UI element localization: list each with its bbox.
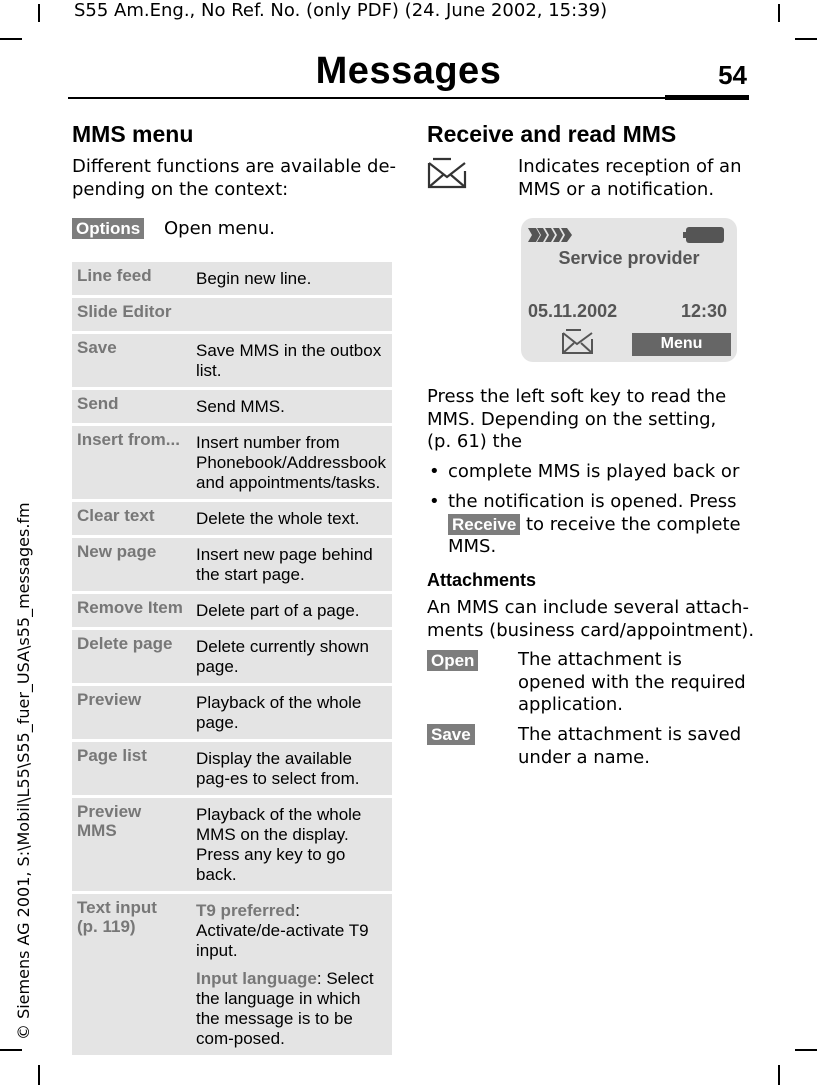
menu-label: New page <box>72 538 191 591</box>
header-rule <box>68 97 665 99</box>
input-language-entry <box>196 969 386 1049</box>
bullet-line-text: to receive the complete <box>520 513 741 535</box>
lang-desc: : Select the language in which the message is to be com-posed. <box>196 969 374 1048</box>
label-line: (p. 119) <box>77 917 136 936</box>
menu-desc: Save MMS in the outbox list. <box>191 334 392 387</box>
copyright-sidebar: © Siemens AG 2001, S:\Mobil\L55\S55_fuer_USA\s55_messages.fm <box>14 502 33 1040</box>
t9-term: T9 preferred <box>196 901 296 920</box>
table-row <box>72 594 392 627</box>
menu-desc: Display the available pag-es to select from. <box>191 742 392 795</box>
display-time: 12:30 <box>680 301 727 321</box>
menu-desc: Delete currently shown page. <box>191 630 392 683</box>
phone-display <box>521 218 737 362</box>
attachments-line: An MMS can include several attach- <box>427 597 749 618</box>
open-line: application. <box>518 694 624 715</box>
options-text: Open menu. <box>164 218 275 239</box>
page-title: Messages <box>315 50 502 92</box>
intro-line: pending on the context: <box>72 178 289 200</box>
table-row <box>72 686 392 739</box>
lang-term: Input language <box>196 969 317 988</box>
bullet-text <box>448 491 741 559</box>
signal-strength-icon <box>528 226 574 244</box>
receive-heading: Receive and read MMS <box>427 121 677 147</box>
label-line: Text input <box>77 898 157 917</box>
para-line: (p. 61) the <box>427 431 523 452</box>
open-key: Open <box>427 650 478 671</box>
bullet-line: the notification is opened. Press <box>448 491 737 512</box>
menu-desc: Begin new line. <box>191 262 392 295</box>
crop-mark <box>0 1049 22 1051</box>
menu-label: Slide Editor <box>72 298 191 331</box>
attachments-text <box>427 597 754 642</box>
menu-desc: Playback of the whole MMS on the display. Press any key to go back. <box>191 798 392 891</box>
table-row <box>72 630 392 683</box>
mms-menu-table <box>72 259 392 1058</box>
menu-desc: Delete part of a page. <box>191 594 392 627</box>
crop-mark <box>778 4 780 22</box>
bullet-line: MMS. <box>448 536 497 557</box>
menu-desc: Insert new page behind the start page. <box>191 538 392 591</box>
menu-desc: Send MMS. <box>191 390 392 423</box>
table-row <box>72 538 392 591</box>
header-rule-thick <box>665 95 749 100</box>
menu-desc: Insert number from Phonebook/Addressbook and appointments/tasks. <box>191 426 392 499</box>
save-line: The attachment is saved <box>518 724 742 745</box>
menu-label: Clear text <box>72 502 191 535</box>
open-line: The attachment is <box>518 649 682 670</box>
mms-envelope-icon <box>427 157 469 191</box>
read-instructions <box>427 386 726 454</box>
bullet-dot: • <box>429 461 440 482</box>
t9-desc: : Activate/de-activate T9 input. <box>196 901 369 960</box>
mms-menu-heading: MMS menu <box>72 121 194 147</box>
crop-mark <box>795 1049 817 1051</box>
mms-envelope-icon <box>561 328 595 356</box>
running-head: S55 Am.Eng., No Ref. No. (only PDF) (24. June 2002, 15:39) <box>74 0 608 21</box>
save-line: under a name. <box>518 746 650 768</box>
crop-mark <box>38 1065 40 1085</box>
table-row <box>72 798 392 891</box>
provider-name: Service provider <box>558 248 700 268</box>
bullet-dot: • <box>429 491 440 512</box>
t9-preferred-entry <box>196 901 386 961</box>
table-row <box>72 390 392 423</box>
menu-desc <box>191 894 392 1055</box>
open-line: opened with the required <box>518 671 746 693</box>
menu-label: Preview MMS <box>72 798 191 891</box>
options-key: Options <box>72 218 144 239</box>
menu-label: Page list <box>72 742 191 795</box>
table-row <box>72 334 392 387</box>
attachments-line: ments (business card/appointment). <box>427 619 755 641</box>
crop-mark <box>38 4 40 22</box>
open-description <box>518 649 746 717</box>
crop-mark <box>0 38 22 40</box>
display-date: 05.11.2002 <box>528 301 618 321</box>
save-row <box>427 724 475 747</box>
table-row <box>72 894 392 1055</box>
menu-label: Delete page <box>72 630 191 683</box>
intro-line: Different functions are available de- <box>72 156 397 177</box>
crop-mark <box>795 38 817 40</box>
table-row <box>72 502 392 535</box>
menu-label: Send <box>72 390 191 423</box>
open-row <box>427 650 478 673</box>
save-key: Save <box>427 724 475 745</box>
bullet-text: complete MMS is played back or <box>448 461 740 482</box>
menu-label: Remove Item <box>72 594 191 627</box>
para-line: Press the left soft key to read the <box>427 386 727 407</box>
icon-desc-line: MMS or a notification. <box>518 178 715 200</box>
menu-label: Save <box>72 334 191 387</box>
intro-text <box>72 156 396 201</box>
options-row <box>72 218 275 241</box>
para-line: MMS. Depending on the setting, <box>427 408 717 430</box>
page-number: 54 <box>718 60 747 90</box>
table-row <box>72 742 392 795</box>
menu-softkey[interactable]: Menu <box>632 333 731 356</box>
table-row <box>72 262 392 295</box>
save-description <box>518 724 741 769</box>
attachments-heading: Attachments <box>427 570 537 590</box>
table-row <box>72 298 392 331</box>
table-row <box>72 426 392 499</box>
crop-mark <box>778 1065 780 1085</box>
menu-label: Preview <box>72 686 191 739</box>
receive-key: Receive <box>448 514 520 535</box>
bullet-line <box>448 514 741 537</box>
menu-label <box>72 894 191 1055</box>
battery-icon <box>683 226 725 244</box>
menu-desc: Playback of the whole page. <box>191 686 392 739</box>
menu-desc <box>191 298 392 331</box>
menu-desc: Delete the whole text. <box>191 502 392 535</box>
menu-label: Line feed <box>72 262 191 295</box>
icon-desc-line: Indicates reception of an <box>518 156 742 177</box>
menu-label: Insert from... <box>72 426 191 499</box>
icon-description <box>518 156 742 201</box>
